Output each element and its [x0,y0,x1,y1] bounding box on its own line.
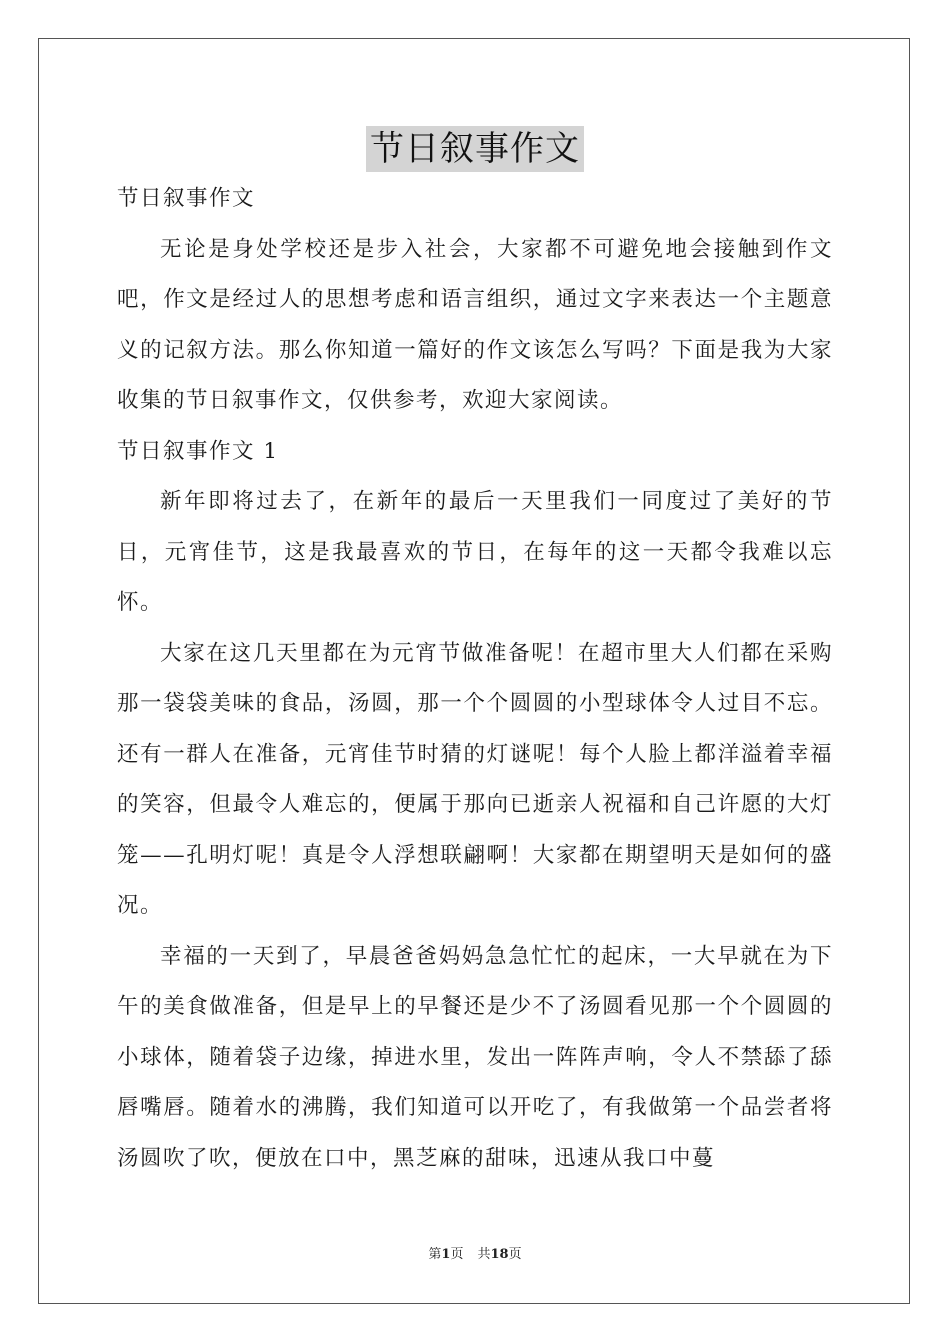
footer-total-suffix: 页 [508,1247,522,1262]
paragraph: 幸福的一天到了，早晨爸爸妈妈急急忙忙的起床，一大早就在为下午的美食做准备，但是早上的早餐还是少不了汤圆看见那一个个圆圆的小球体，随着袋子边缘，掉进水里，发出一阵阵声响，令人不禁舔了舔唇嘴唇。随着水的沸腾，我们知道可以开吃了，有我做第一个品尝者将汤圆吹了吹，便放在口中，黑芝麻的甜味，迅速从我口中蔓 [117,943,833,1171]
title-container [0,126,950,172]
footer-page-prefix: 第 [428,1247,442,1262]
paragraph: 新年即将过去了，在新年的最后一天里我们一同度过了美好的节日，元宵佳节，这是我最喜欢的节日，在每年的这一天都令我难以忘怀。 [117,489,833,615]
footer-total-prefix: 共 [477,1247,491,1262]
document-body [117,174,833,1184]
page-footer [0,1245,950,1265]
paragraph: 大家在这几天里都在为元宵节做准备呢！在超市里大人们都在采购那一袋袋美味的食品，汤圆，那一个个圆圆的小型球体令人过目不忘。还有一群人在准备，元宵佳节时猜的灯谜呢！每个人脸上都洋溢着幸福的笑容，但最令人难忘的，便属于那向已逝亲人祝福和自己许愿的大灯笼——孔明灯呢！真是令人浮想联翩啊！大家都在期望明天是如何的盛况。 [117,640,833,918]
paragraph: 节日叙事作文 [117,186,256,211]
document-title: 节日叙事作文 [366,126,584,172]
paragraph: 节日叙事作文 1 [117,438,279,464]
footer-page-number: 1 [441,1247,451,1262]
footer-total-pages: 18 [490,1247,509,1262]
paragraph: 无论是身处学校还是步入社会，大家都不可避免地会接触到作文吧，作文是经过人的思想考虑和语言组织，通过文字来表达一个主题意义的记叙方法。那么你知道一篇好的作文该怎么写吗？下面是我为大家收集的节日叙事作文，仅供参考，欢迎大家阅读。 [117,236,833,413]
footer-page-suffix: 页 [450,1247,464,1262]
